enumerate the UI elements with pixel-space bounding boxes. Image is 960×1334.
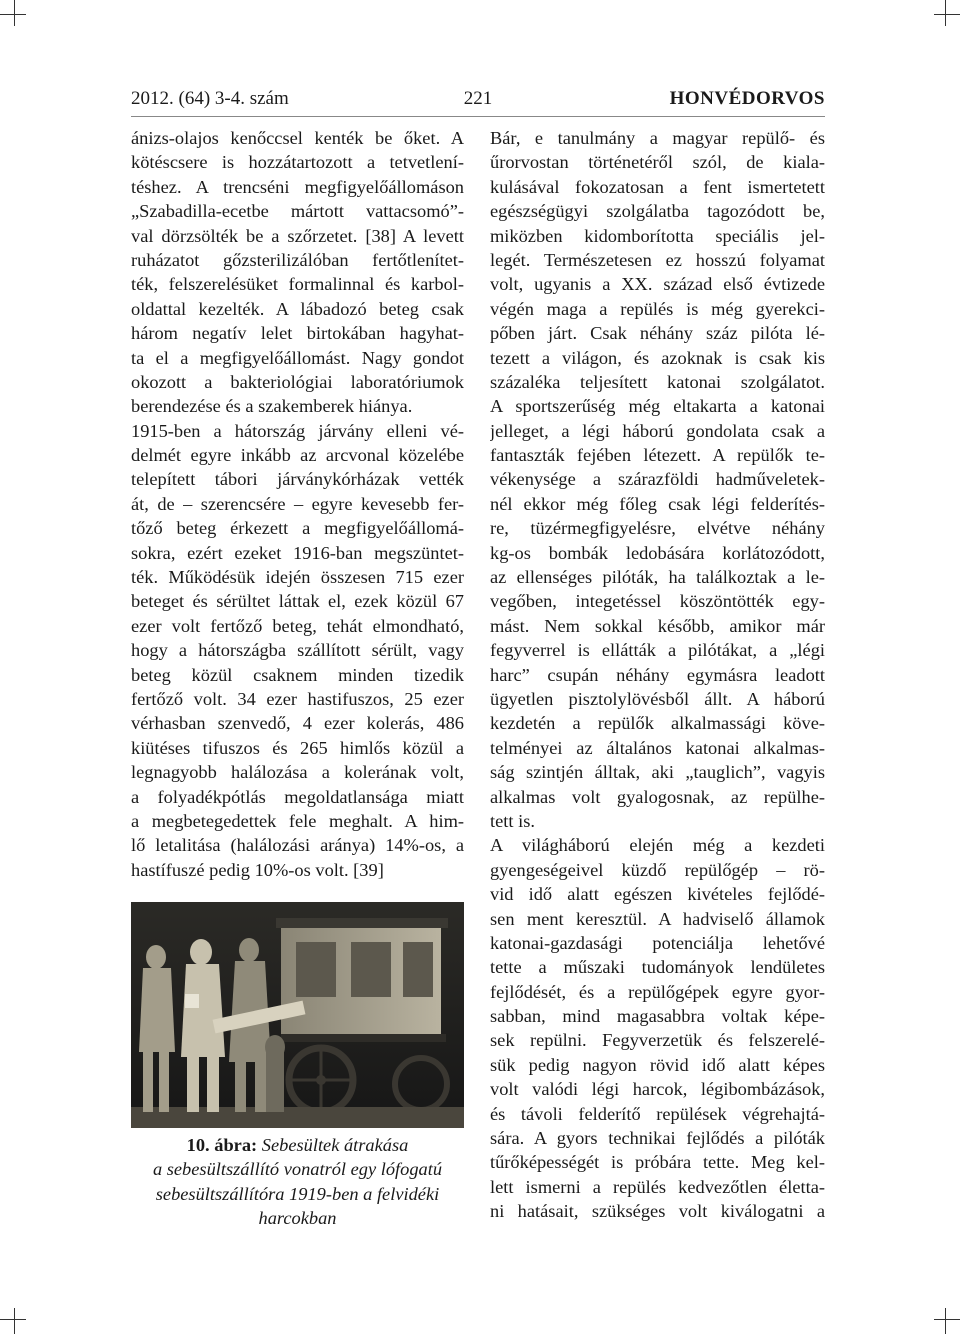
text-line: vékenysége a szárazföldi hadműveletek- bbox=[490, 469, 825, 490]
text-line: kiütéses tifuszos és 265 himlős közül a bbox=[131, 737, 464, 758]
text-line: harc” csupán néhány egymásra leadott bbox=[490, 664, 825, 685]
text-line: 1915-ben a hátország járvány elleni vé- bbox=[131, 420, 464, 441]
text-line: téshez. A trencséni megfigyelőállomáson bbox=[131, 176, 464, 197]
crop-mark bbox=[934, 1319, 960, 1320]
text-line: miközben kidomborította speciális jel- bbox=[490, 225, 825, 246]
text-line: sen ment keresztül. A hadviselő államok bbox=[490, 908, 825, 929]
caption-line: a sebesültszállító vonatról egy lófogatú bbox=[152, 1159, 443, 1180]
text-line: „Szabadilla-ecetbe mártott vattacsomó”- bbox=[131, 201, 464, 222]
caption-text: Sebesültek átrakása bbox=[261, 1135, 409, 1155]
text-line: át, de – szerencsére – egyre kevesebb fer- bbox=[131, 493, 464, 514]
text-line: mást. Nem sokkal később, amikor már bbox=[490, 615, 825, 636]
text-line: A sportszerűség még eltakarta a katonai bbox=[490, 396, 825, 417]
text-line: hastífuszé pedig 10%-os volt. [39] bbox=[131, 859, 384, 880]
text-line: volt valódi légi harcok, légibombázások, bbox=[490, 1079, 825, 1100]
text-line: tőző beteg érkezett a megfigyelőállomá- bbox=[131, 518, 464, 539]
photo-icon bbox=[131, 902, 464, 1128]
crop-mark bbox=[945, 0, 946, 26]
text-line: Bár, e tanulmány a magyar repülő- és bbox=[490, 128, 825, 148]
header-rule bbox=[131, 116, 825, 117]
text-line: jelleget, a légi háború gondolata csak a bbox=[490, 420, 825, 441]
crop-mark bbox=[14, 1308, 15, 1334]
text-line: A világháború elején még a kezdeti bbox=[490, 835, 825, 856]
text-line: sek repülni. Fegyverzetük és felszerelé- bbox=[490, 1030, 825, 1051]
text-line: kulásával fokozatosan a fent ismertetett bbox=[490, 176, 825, 197]
text-line: egészségügyi szolgálatba tagozódott be, bbox=[490, 201, 825, 222]
left-column bbox=[131, 126, 464, 882]
text-line: ni hatásait, szükséges volt kiválogatni a bbox=[490, 1201, 825, 1222]
text-line: kezdetén a repülők alkalmassági köve- bbox=[490, 713, 825, 734]
text-line: pőben járt. Csak néhány száz pilóta lé- bbox=[490, 323, 825, 344]
text-line: ság szintjén álltak, aki „tauglich”, vagyis bbox=[490, 762, 825, 783]
figure-label: 10. ábra: bbox=[186, 1135, 258, 1155]
text-line: ruházatot gőzsterilizálóban fertőtlenítet- bbox=[131, 249, 464, 270]
text-line: három negatív lelet birtokában hagyhat- bbox=[131, 323, 464, 344]
text-line: tette a műszaki tudományok lendületes bbox=[490, 957, 825, 978]
text-line: fegyverrel is ellátták a pilótákat, a „légi bbox=[490, 640, 825, 661]
text-line: oldattal kezelték. A lábadozó beteg csak bbox=[131, 298, 464, 319]
text-line: beteget és sérültet láttak el, ezek közül 67 bbox=[131, 591, 464, 612]
text-line: okozott a bakteriológiai laboratóriumok bbox=[131, 371, 464, 392]
text-line: az ellenséges pilóták, ha találkoztak a le- bbox=[490, 567, 825, 588]
text-line: val dörzsölték be a szőrzetet. [38] A levett bbox=[131, 225, 464, 246]
text-line: ték. Működésük idején összesen 715 ezer bbox=[131, 567, 464, 588]
text-line: nél ekkor még főleg csak légi felderítés- bbox=[490, 493, 825, 514]
text-line: sokra, ezért ezeket 1916-ban megszüntet- bbox=[131, 542, 464, 563]
text-line: fantaszták fejében létezett. A repülők te- bbox=[490, 445, 825, 466]
text-line: lett ismerni a repülés kedvezőtlen életta- bbox=[490, 1176, 825, 1197]
crop-mark bbox=[945, 1308, 946, 1334]
text-line: sük pedig nagyon rövid idő alatt képes bbox=[490, 1054, 825, 1075]
text-line: re, tüzérmegfigyelésre, elvétve néhány bbox=[490, 518, 825, 539]
text-line: sára. A gyors technikai fejlődés a pilóták bbox=[490, 1128, 825, 1149]
crop-mark bbox=[14, 0, 15, 26]
text-line: tezett a világon, és azoknak is csak kis bbox=[490, 347, 825, 368]
text-line: ték, felszerelésüket formalinnal és karbol- bbox=[131, 274, 464, 295]
text-line: lő letalitása (halálozási aránya) 14%-os, a bbox=[131, 835, 464, 856]
text-line: és távoli felderítő repülések végrehajtá- bbox=[490, 1103, 825, 1124]
text-line: volt, ugyanis a XX. század első évtizede bbox=[490, 274, 825, 295]
caption-line: sebesültszállítóra 1919-ben a felvidéki bbox=[155, 1183, 440, 1204]
text-line: a megbetegedettek fele meghalt. A him- bbox=[131, 810, 464, 831]
text-line: fertőző volt. 34 ezer hastifuszos, 25 ezer bbox=[131, 688, 464, 709]
text-line: végén maga a repülés is még gyerekci- bbox=[490, 298, 825, 319]
text-line: telményei az általános katonai alkalmas- bbox=[490, 737, 825, 758]
text-line: gyengeségeivel küzdő repülőgép – rö- bbox=[490, 859, 825, 880]
text-line: legnagyobb halálozása a kolerának volt, bbox=[131, 762, 464, 783]
text-line: a folyadékpótlás megoldatlansága miatt bbox=[131, 786, 464, 807]
caption-line bbox=[131, 1133, 464, 1157]
text-line: ta el a megfigyelőállomást. Nagy gondot bbox=[131, 347, 464, 368]
text-line: ánizs-olajos kenőccsel kenték be őket. A bbox=[131, 128, 464, 148]
text-line: katonai-gazdasági potenciálja lehetővé bbox=[490, 932, 825, 953]
running-header bbox=[131, 88, 825, 116]
issue-info: 2012. (64) 3-4. szám bbox=[131, 88, 289, 109]
text-line: alkalmas volt gyalogosnak, az repülhe- bbox=[490, 786, 825, 807]
text-line: tett is. bbox=[490, 810, 535, 831]
crop-mark bbox=[934, 14, 960, 15]
page-number: 221 bbox=[463, 88, 493, 109]
text-line: telepített tábori járványkórházak vették bbox=[131, 469, 464, 490]
right-column bbox=[490, 126, 825, 1224]
crop-mark bbox=[0, 1319, 26, 1320]
text-line: fejlődését, és a repülőgépek egyre gyor- bbox=[490, 981, 825, 1002]
text-line: űrorvostan történetéről szól, de kiala- bbox=[490, 152, 825, 173]
text-line: beteg közül csaknem minden tizedik bbox=[131, 664, 464, 685]
journal-title: HONVÉDORVOS bbox=[669, 88, 825, 109]
text-line: vérhasban szenvedő, 4 ezer kolerás, 486 bbox=[131, 713, 464, 734]
text-line: legét. Természetesen ez hosszú folyamat bbox=[490, 249, 825, 270]
text-line: kg-os bombák ledobására korlátozódott, bbox=[490, 542, 825, 563]
figure-caption bbox=[131, 1133, 464, 1231]
text-line: ügyetlen pisztolylövésből állt. A háború bbox=[490, 688, 825, 709]
crop-mark bbox=[0, 14, 26, 15]
text-line: tűrőképességét is próbára tette. Meg kel- bbox=[490, 1152, 825, 1173]
text-line: sabban, mind magasabbra voltak képe- bbox=[490, 1006, 825, 1027]
text-line: hogy a hátországba szállított sérült, vagy bbox=[131, 640, 464, 661]
text-line: százaléka teljesített katonai szolgálatot. bbox=[490, 371, 825, 392]
text-line: berendezése és a szakemberek hiánya. bbox=[131, 396, 413, 417]
caption-line: harcokban bbox=[258, 1208, 337, 1229]
text-line: vid idő alatt egészen kivételes fejlődé- bbox=[490, 884, 825, 905]
text-line: ezer volt fertőző beteg, tehát elmondható, bbox=[131, 615, 464, 636]
text-line: vegőben, integetéssel köszöntötték egy- bbox=[490, 591, 825, 612]
figure-photo bbox=[131, 902, 464, 1128]
text-line: delmét egyre inkább az arcvonal közelébe bbox=[131, 445, 464, 466]
text-line: kötéscsere is hozzátartozott a tetvetlení- bbox=[131, 152, 464, 173]
